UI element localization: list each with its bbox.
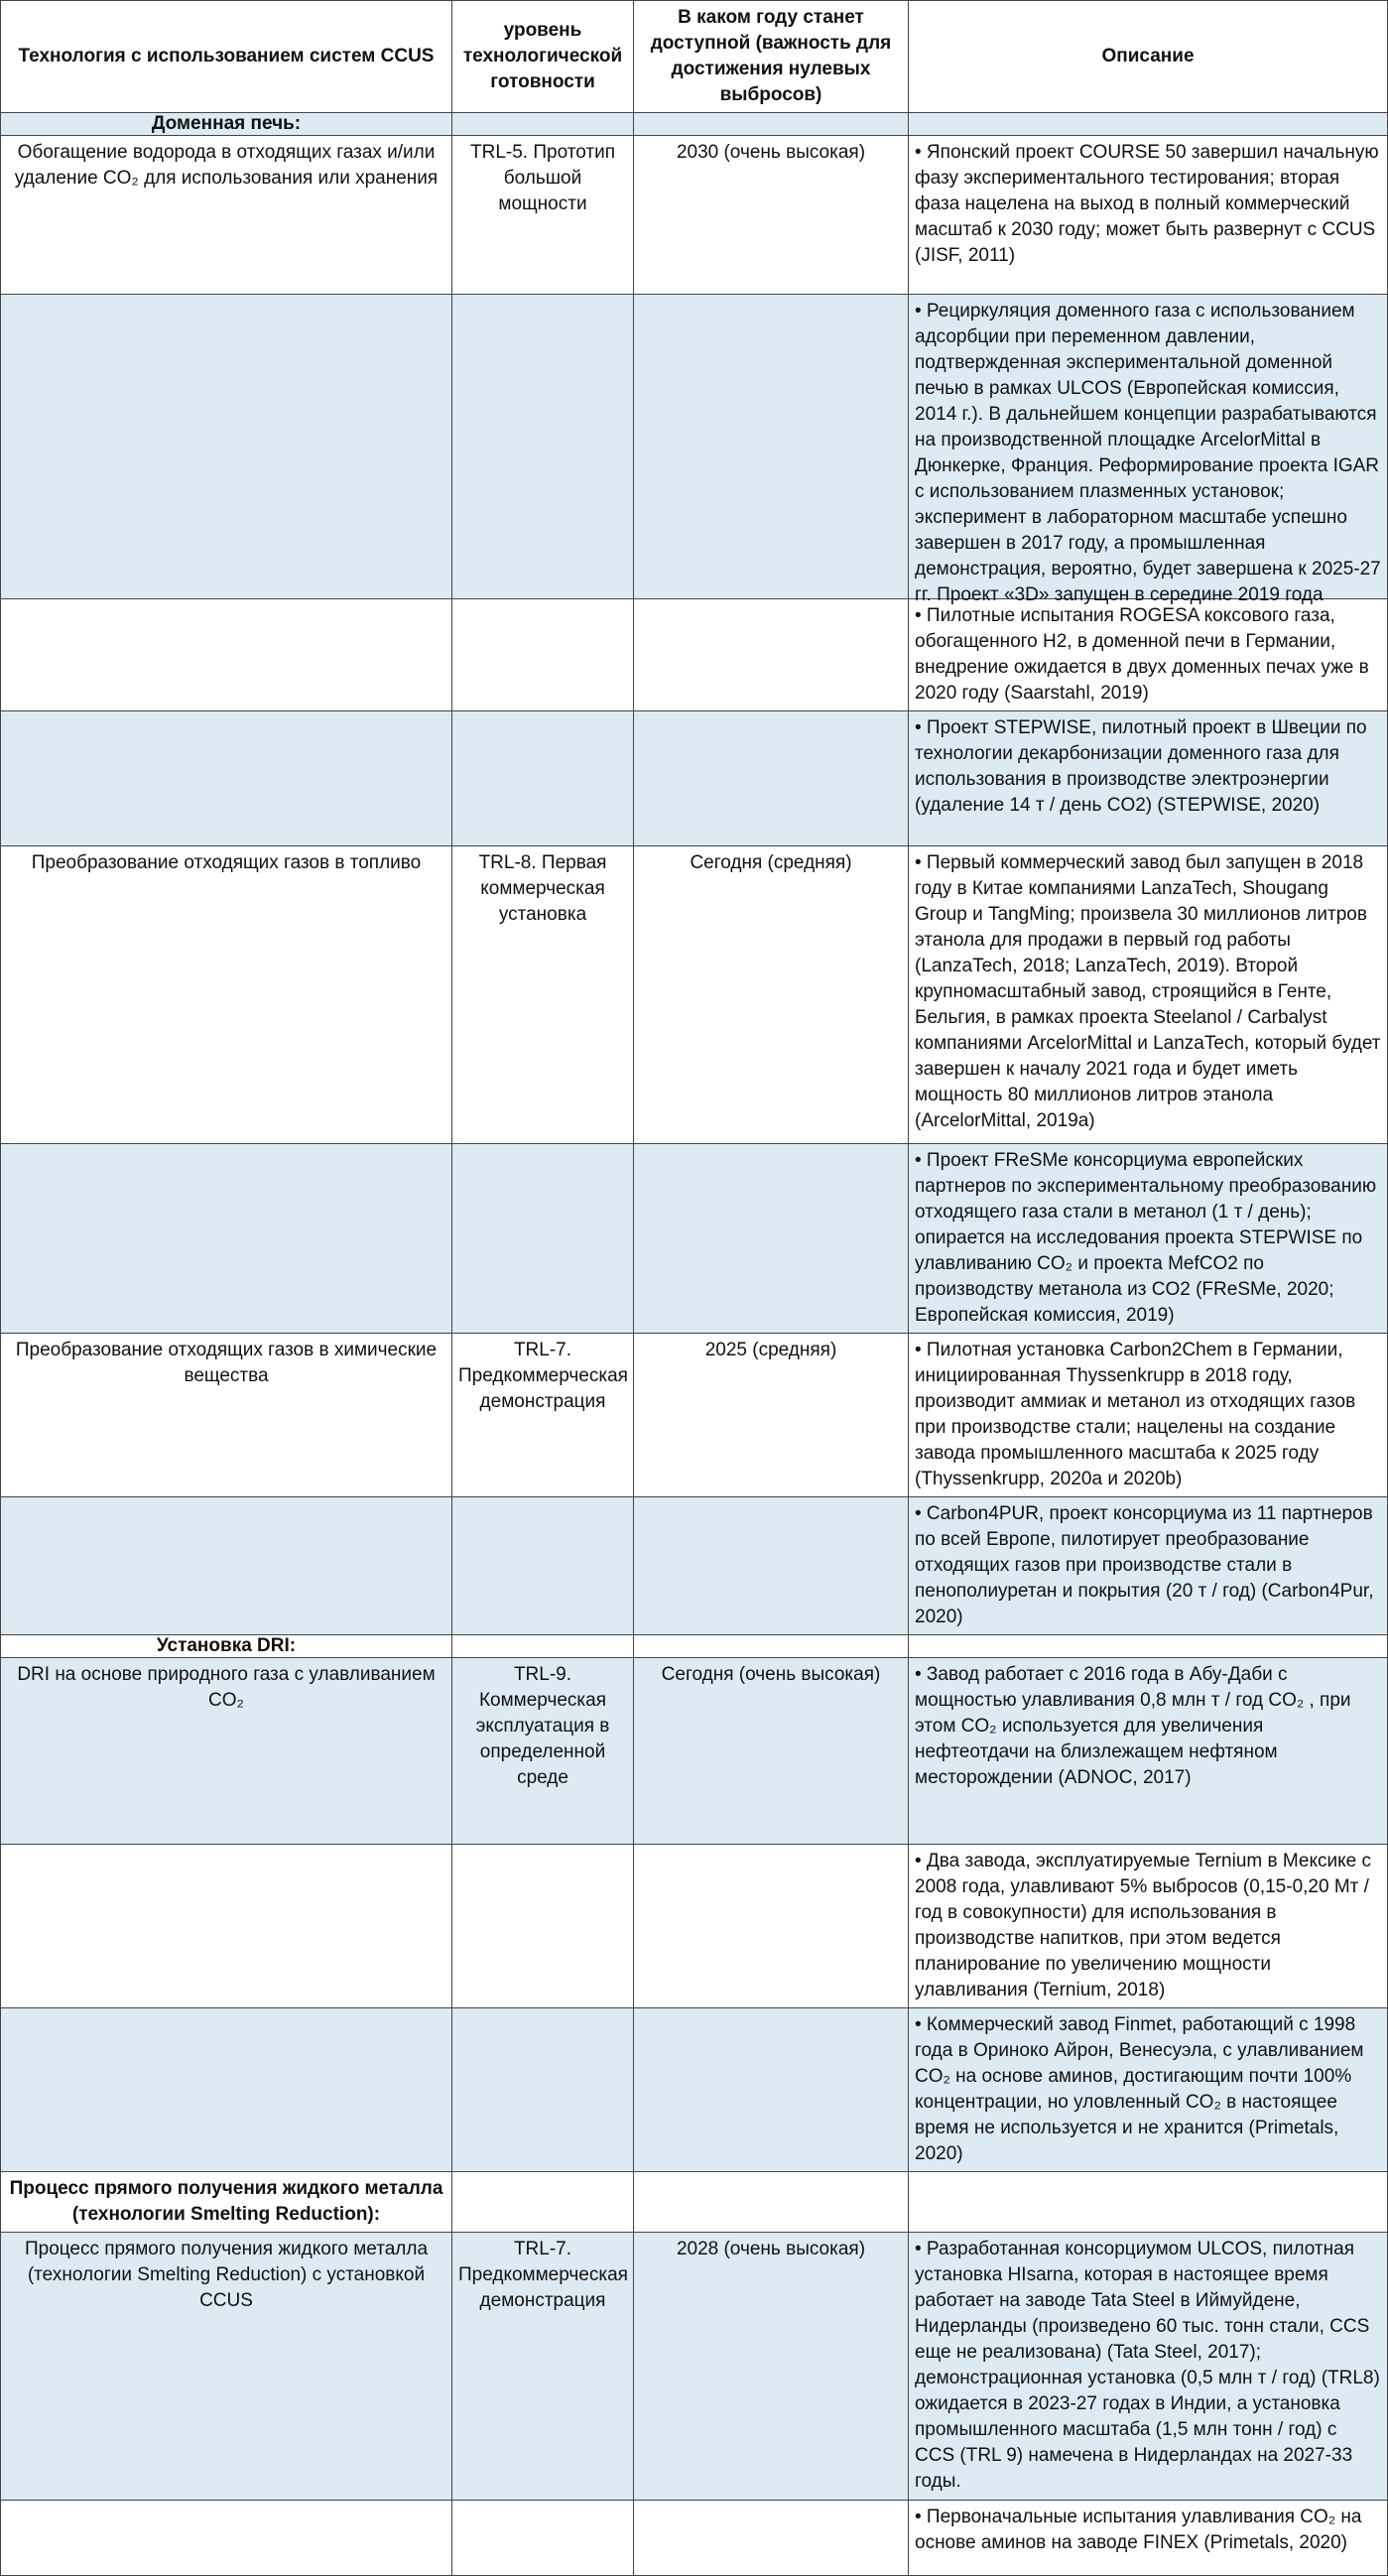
year-cell: 2028 (очень высокая) (634, 2233, 909, 2501)
description-cell: • Коммерческий завод Finmet, работающий с 1998 года в Ориноко Айрон, Венесуэла, с улавливанием CO₂ на основе аминов, достигающим почти 100% концентрации, но уловленный CO₂ в настоящее время не используется и не хранится (Primetals, 2020) (909, 2008, 1388, 2172)
table-row (1, 2008, 1388, 2172)
year-cell: 2030 (очень высокая) (634, 136, 909, 295)
year-cell: 2025 (средняя) (634, 1334, 909, 1497)
trl-cell: TRL-5. Прототип большой мощности (452, 136, 634, 295)
section-row (1, 1635, 1388, 1658)
trl-cell: TRL-7. Предкоммерческая демонстрация (452, 1334, 634, 1497)
header-description: Описание (909, 1, 1388, 113)
table-row (1, 1845, 1388, 2008)
description-cell: • Завод работает с 2016 года в Абу-Даби с мощностью улавливания 0,8 млн т / год CO₂ , при этом CO₂ используется для увеличения нефтеотдачи на близлежащем нефтяном месторождении (ADNOC, 2017) (909, 1658, 1388, 1845)
trl-cell: TRL-9. Коммерческая эксплуатация в определенной среде (452, 1658, 634, 1845)
table-row (1, 136, 1388, 295)
technology-cell: Процесс прямого получения жидкого металла (технологии Smelting Reduction) с установкой CCUS (1, 2233, 452, 2501)
technology-cell: Преобразование отходящих газов в топливо (1, 846, 452, 1144)
table-row (1, 1658, 1388, 1845)
description-cell: • Проект STEPWISE, пилотный проект в Швеции по технологии декарбонизации доменного газа для использования в производстве электроэнергии (удаление 14 т / день CO2) (STEPWISE, 2020) (909, 711, 1388, 846)
section-title: Установка DRI: (1, 1635, 452, 1658)
description-cell: • Пилотные испытания ROGESA коксового газа, обогащенного H2, в доменной печи в Германии, внедрение ожидается в двух доменных печах уже в 2020 году (Saarstahl, 2019) (909, 599, 1388, 711)
table-row (1, 2501, 1388, 2576)
header-row (1, 1, 1388, 113)
table-row (1, 1497, 1388, 1635)
year-cell: Сегодня (средняя) (634, 846, 909, 1144)
header-trl: уровень технологической готовности (452, 1, 634, 113)
table-row (1, 599, 1388, 711)
description-cell: • Разработанная консорциумом ULCOS, пилотная установка HIsarna, которая в настоящее время работает на заводе Tata Steel в Иймуйдене, Нидерланды (произведено 60 тыс. тонн стали, CCS еще не реализована) (Tata Steel, 2017); демонстрационная установка (0,5 млн т / год) (TRL8) ожидается в 2023-27 годах в Индии, а установка промышленного масштаба (1,5 млн тонн / год) с CCS (TRL 9) намечена в Нидерландах на 2027-33 годы. (909, 2233, 1388, 2501)
header-technology: Технология с использованием систем CCUS (1, 1, 452, 113)
year-cell: Сегодня (очень высокая) (634, 1658, 909, 1845)
description-cell: • Пилотная установка Carbon2Chem в Германии, инициированная Thyssenkrupp в 2018 году, производит аммиак и метанол из отходящих газов при производстве стали; нацелены на создание завода промышленного масштаба к 2025 году (Thyssenkrupp, 2020a и 2020b) (909, 1334, 1388, 1497)
table-row (1, 1144, 1388, 1334)
table-row (1, 846, 1388, 1144)
table-row (1, 2233, 1388, 2501)
section-title: Процесс прямого получения жидкого металла (технологии Smelting Reduction): (1, 2172, 452, 2233)
table-row (1, 711, 1388, 846)
description-cell: • Carbon4PUR, проект консорциума из 11 партнеров по всей Европе, пилотирует преобразование отходящих газов при производстве стали в пенополиуретан и покрытия (20 т / год) (Carbon4Pur, 2020) (909, 1497, 1388, 1635)
description-cell (909, 295, 1388, 605)
header-year: В каком году станет доступной (важность для достижения нулевых выбросов) (634, 1, 909, 113)
description-cell: • Первый коммерческий завод был запущен в 2018 году в Китае компаниями LanzaTech, Shougang Group и TangMing; произвела 30 миллионов литров этанола для продажи в первый год работы (LanzaTech, 2018; LanzaTech, 2019). Второй крупномасштабный завод, строящийся в Генте, Бельгия, в рамках проекта Steelanol / Carbalyst компаниями ArcelorMittal и LanzaTech, который будет завершен к началу 2021 года и будет иметь мощность 80 миллионов литров этанола (ArcelorMittal, 2019a) (909, 846, 1388, 1144)
section-title: Доменная печь: (1, 113, 452, 136)
description-cell: • Проект FReSMe консорциума европейских партнеров по экспериментальному преобразованию отходящего газа стали в метанол (1 т / день); опирается на исследования проекта STEPWISE по улавливанию CO₂ и проекта MefCO2 по производству метанола из CO2 (FReSMe, 2020; Европейская комиссия, 2019) (909, 1144, 1388, 1334)
technology-cell: DRI на основе природного газа с улавливанием CO₂ (1, 1658, 452, 1845)
description-cell: • Первоначальные испытания улавливания CO₂ на основе аминов на заводе FINEX (Primetals, 2020) (909, 2501, 1388, 2576)
description-text: • Рециркуляция доменного газа с использованием адсорбции при переменном давлении, подтвержденная экспериментальной доменной печью в рамках ULCOS (Европейская комиссия, 2014 г.). В дальнейшем концепции разрабатываются на производственной площадке ArcelorMittal в Дюнкерке, Франция. Реформирование проекта IGAR с использованием плазменных установок; эксперимент в лабораторном масштабе успешно завершен в 2017 году, а промышленная демонстрация, вероятно, будет завершена к 2025-27 гг. Проект «3D» запущен в середине 2019 года (915, 301, 1381, 605)
description-cell: • Японский проект COURSE 50 завершил начальную фазу экспериментального тестирования; вторая фаза нацелена на выход в полный коммерческий масштаб к 2030 году; может быть развернут с CCUS (JISF, 2011) (909, 136, 1388, 295)
technology-cell: Преобразование отходящих газов в химические вещества (1, 1334, 452, 1497)
section-row (1, 113, 1388, 136)
table-row (1, 1334, 1388, 1497)
table-row (1, 295, 1388, 599)
trl-cell: TRL-8. Первая коммерческая установка (452, 846, 634, 1144)
technology-cell: Обогащение водорода в отходящих газах и/или удаление CO₂ для использования или хранения (1, 136, 452, 295)
trl-cell: TRL-7. Предкоммерческая демонстрация (452, 2233, 634, 2501)
description-cell: • Два завода, эксплуатируемые Ternium в Мексике с 2008 года, улавливают 5% выбросов (0,15-0,20 Мт / год в совокупности) для использования в производстве напитков, при этом ведется планирование по увеличению мощности улавливания (Ternium, 2018) (909, 1845, 1388, 2008)
section-row (1, 2172, 1388, 2233)
